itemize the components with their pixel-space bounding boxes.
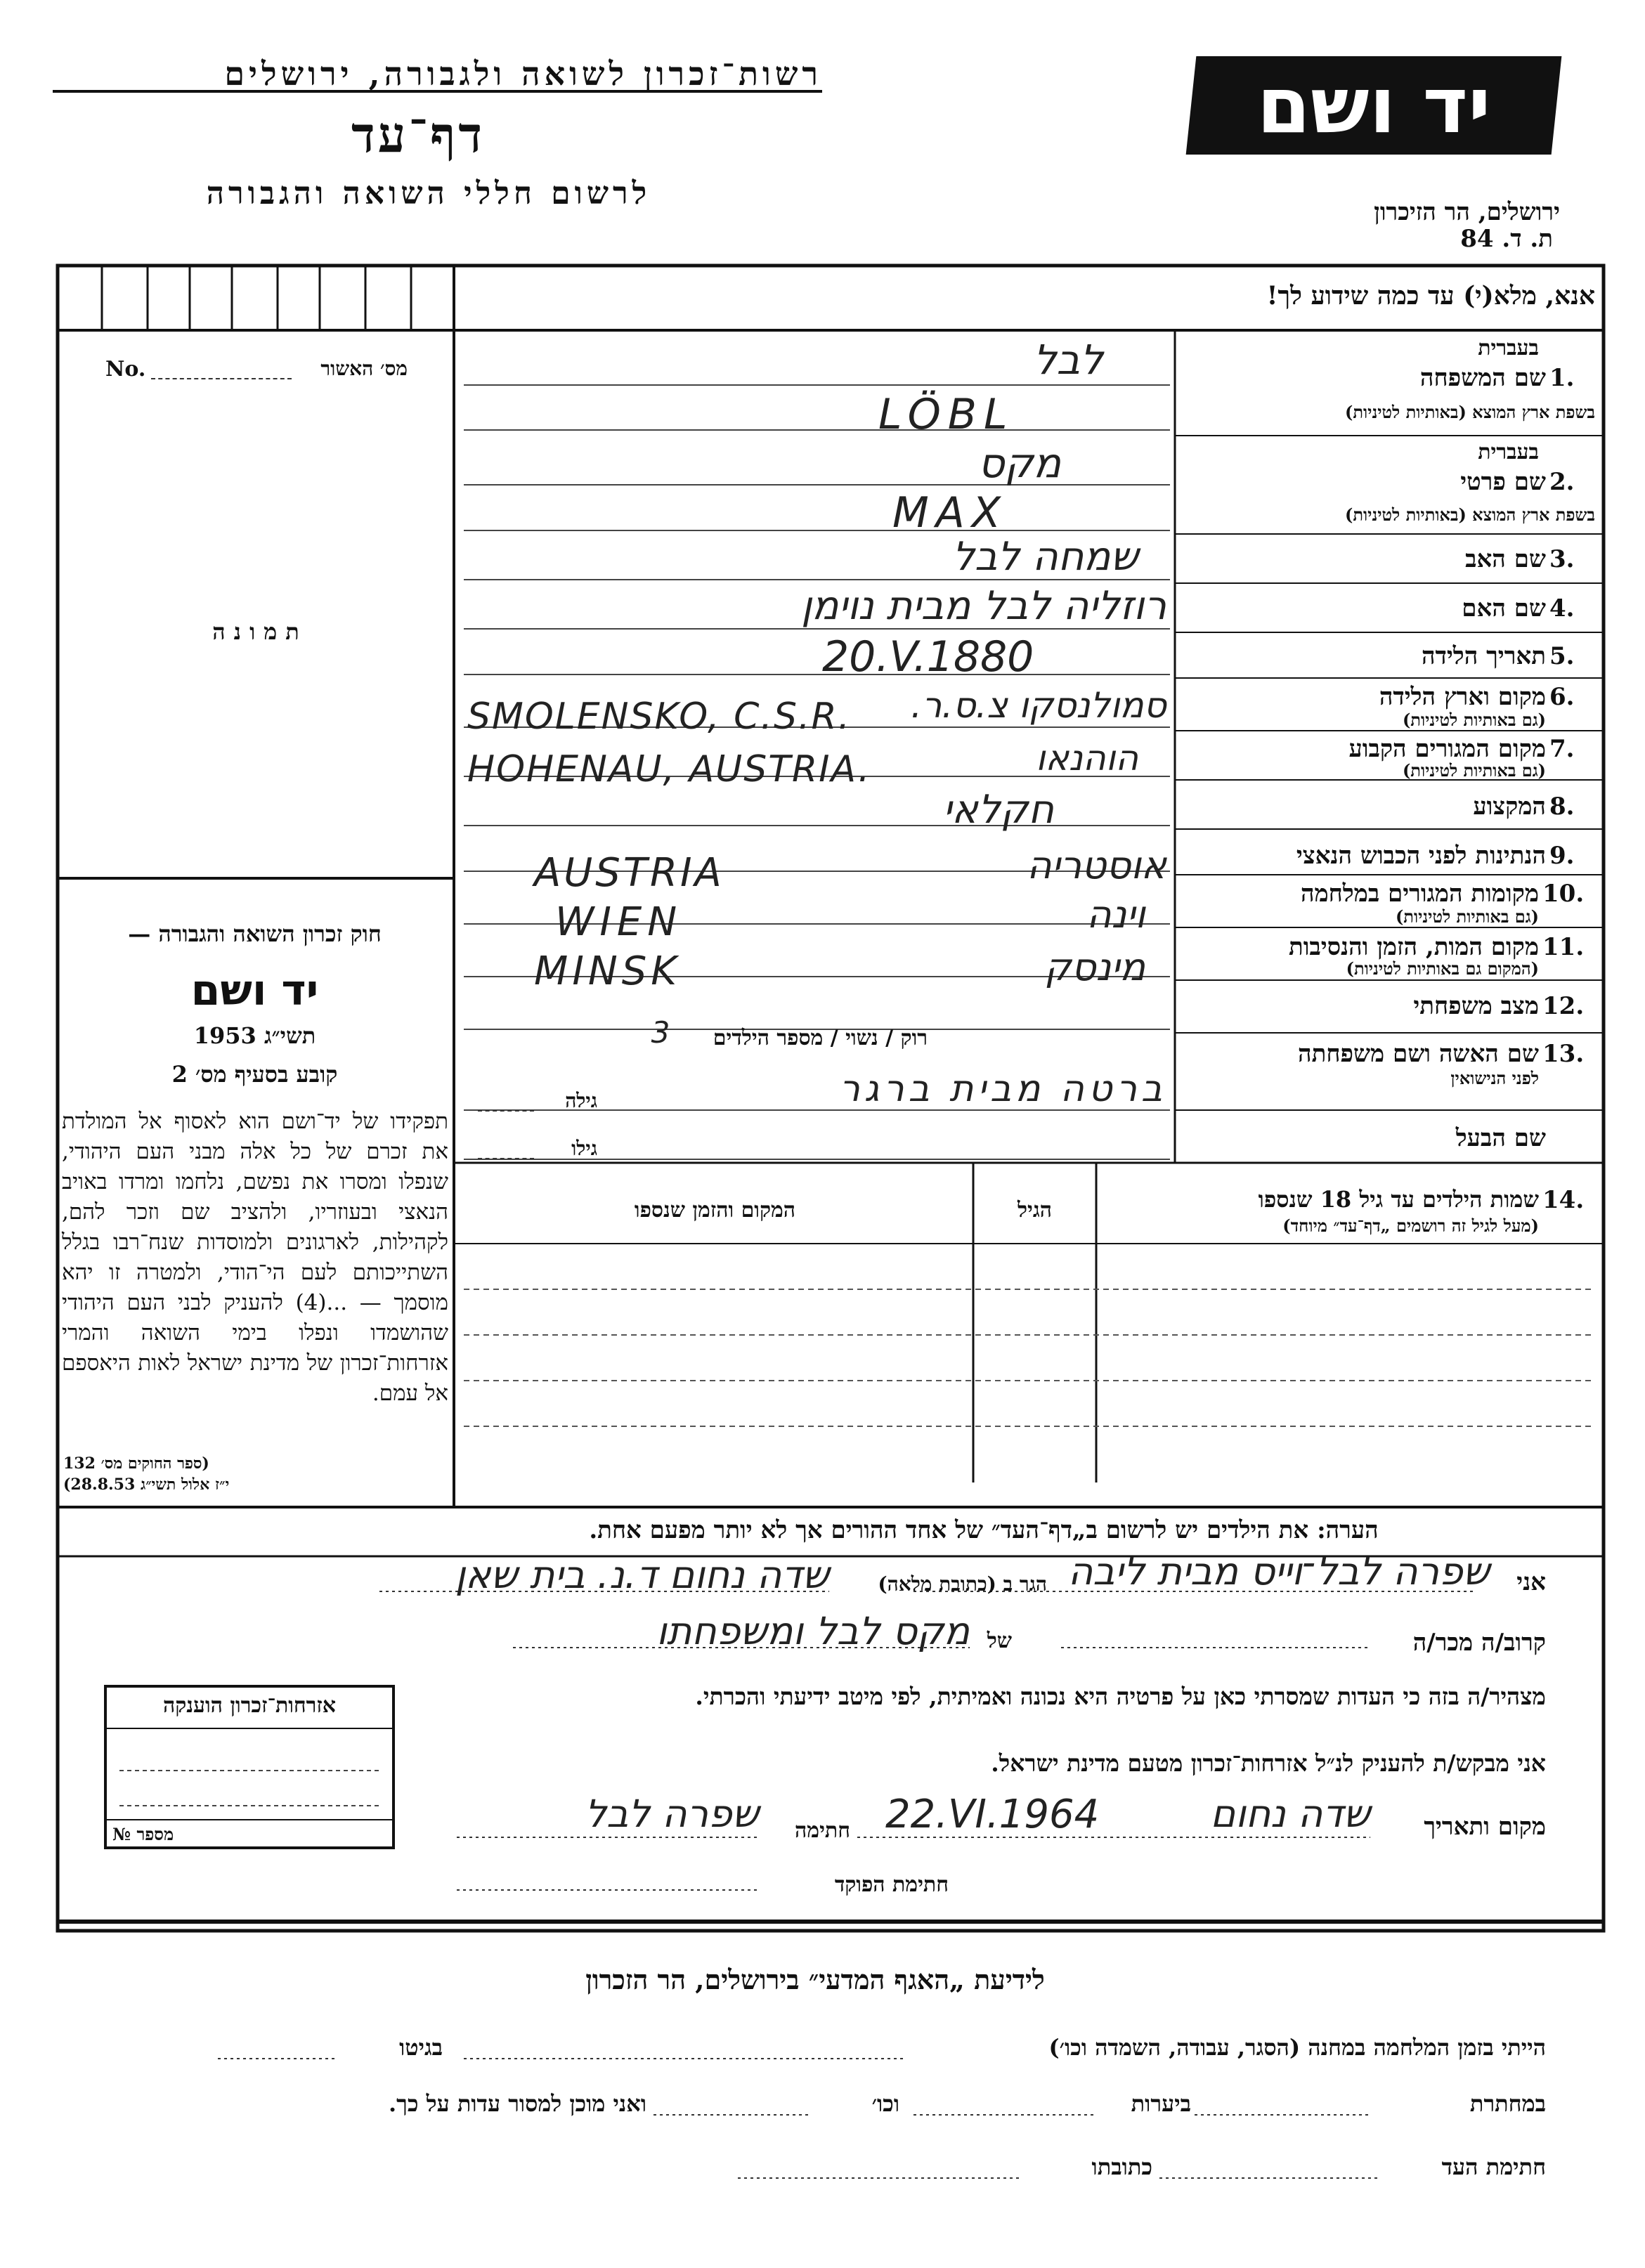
wife-age-line[interactable] — [478, 1110, 534, 1112]
residence-latin-value[interactable]: HOHENAU, AUSTRIA. — [467, 748, 871, 790]
law-name: יד ושם — [190, 966, 319, 1015]
approval-number-label: מס׳ האשור — [320, 357, 408, 380]
field-13-label: שם האשה ושם משפחתה — [1298, 1040, 1539, 1068]
field-4-number: 4. — [1549, 594, 1575, 623]
place-value[interactable]: שדה נחום — [1210, 1792, 1370, 1836]
field-3-label: שם האב — [1465, 545, 1546, 573]
po-box: ת. ד. 84 — [1460, 225, 1553, 253]
field-13-number: 13. — [1542, 1040, 1585, 1068]
wife-age-label: גילה — [565, 1089, 597, 1112]
logo — [1186, 56, 1562, 155]
mother-name-value[interactable]: רוזליה לבל מבית נוימן — [801, 583, 1166, 629]
declaration-statement: מצהיר/ה בזה כי העדות שמסרתי כאן על פרטיה היא נכונה ואמיתית, לפי מיטב ידיעתי והכרתי. — [695, 1683, 1546, 1710]
footer-address-label: כתובתו — [1091, 2153, 1152, 2180]
official-signature-label: חתימת הפוקד — [834, 1872, 949, 1897]
field-1-number: 1. — [1549, 364, 1575, 392]
husband-age-line[interactable] — [478, 1158, 534, 1159]
field-2-hebrew-label: בעברית — [1478, 440, 1539, 464]
footer-forests-label: ביערות — [1131, 2090, 1191, 2117]
field-12-label: מצב משפחתי — [1413, 992, 1539, 1020]
remark-note: הערה: את הילדים יש לרשום ב„דף־העד״ של אחד ההורים אך לא יותר מפעם אחת. — [589, 1516, 1379, 1544]
field-2-label: שם פרטי — [1460, 468, 1546, 496]
field-6-note: (גם באותיות לטיניות) — [1402, 710, 1546, 730]
birth-date-value[interactable]: 20.V.1880 — [822, 632, 1034, 682]
field-7-number: 7. — [1549, 735, 1575, 763]
children-count-value[interactable]: 3 — [651, 1015, 670, 1050]
law-source-1: (ספר החוקים מס׳ 132 — [63, 1454, 209, 1473]
field-9-label: הנתינות לפני הכבוש הנאצי — [1296, 842, 1546, 870]
signature-label: חתימה — [795, 1818, 850, 1843]
photo-placeholder: תמונה — [212, 618, 308, 645]
residence-hebrew-value[interactable]: הוהנאו — [1035, 738, 1138, 778]
field-10-note: (גם באותיות לטיניות) — [1395, 906, 1539, 927]
date-value[interactable]: 22.VI.1964 — [885, 1792, 1100, 1837]
col-place-header: המקום והזמן שנספו — [634, 1198, 796, 1223]
wartime-residence-hebrew-value[interactable]: וינה — [1086, 892, 1145, 937]
footer-etc-label: וכו׳ — [871, 2090, 899, 2117]
footer-witness-signature-label: חתימת העד — [1441, 2153, 1546, 2180]
footer-testify-label: ואני מוכן למסור עדות על כך. — [388, 2090, 646, 2117]
birthplace-hebrew-value[interactable]: סמולנסקו צ.ס.ר. — [911, 685, 1166, 726]
declarant-address-value[interactable]: שדה נחום ד.נ. בית שאן — [455, 1553, 829, 1597]
nationality-hebrew-value[interactable]: אוסטריה — [1027, 843, 1166, 887]
field-14-number: 14. — [1542, 1186, 1585, 1214]
field-11-number: 11. — [1542, 933, 1585, 961]
relative-of-value[interactable]: מקס לבל ומשפחתו — [656, 1609, 970, 1653]
law-year: תשי״ג 1953 — [193, 1022, 316, 1049]
field-2-number: 2. — [1549, 468, 1575, 496]
first-name-hebrew-value[interactable]: מקס — [977, 439, 1061, 487]
field-8-number: 8. — [1549, 793, 1575, 821]
wife-name-value[interactable]: ברטה מבית ברגר — [839, 1068, 1166, 1110]
nationality-latin-value[interactable]: AUSTRIA — [534, 850, 724, 896]
field-5-number: 5. — [1549, 642, 1575, 670]
authority-title: רשות־זכרון לשואה ולגבורה, ירושלים — [224, 55, 822, 93]
surname-hebrew-value[interactable]: לבל — [1033, 336, 1103, 384]
citizenship-box-title: אזרחות־זכרון הוענקה — [162, 1693, 337, 1718]
citizenship-request: אני מבקש/ת להעניק לנ״ל אזרחות־זכרון מטעם מדינת ישראל. — [991, 1749, 1546, 1777]
resident-label: הגר ב (כתובת מלאה) — [878, 1572, 1047, 1596]
col-age-header: הגיל — [1017, 1198, 1053, 1223]
field-2-latin-label: בשפת ארץ המוצא (באותיות לטיניות) — [1345, 504, 1595, 525]
address-line: ירושלים, הר הזיכרון — [1374, 198, 1560, 226]
footer-camp-line: הייתי בזמן המלחמה במחנה (הסגר, עבודה, השמדה וכו׳) — [1048, 2034, 1546, 2061]
law-body: תפקידו של יד־ושם הוא לאסוף אל המולדת את זכרם של כל אלה מבני העם היהודי, שנפלו ומסרו את נפשם, נלחמו ומרדו באויב הנאצי ובעוזריו, ולהציב שם וזכר להם, לקהילות, לארגונים ולמוסדות שנח־רבו בגלל השתייכותם לעם הי־הודי, ולמטרה זו יהא מוסמך — ...(4) להעניק לבני העם היהודי שהושמדו ונפלו בימי השואה והמרי אזרחות־זכרון של מדינת ישראל לאות היאספם אל עמם. — [62, 1109, 448, 1406]
declarant-i-label: אני — [1516, 1568, 1546, 1596]
signature-value[interactable]: שפרה לבל — [585, 1792, 759, 1836]
footer-underground-label: במחתרת — [1469, 2090, 1546, 2117]
field-1-hebrew-label: בעברית — [1478, 336, 1539, 360]
field-8-label: המקצוע — [1473, 793, 1546, 821]
field-3-number: 3. — [1549, 545, 1575, 573]
law-title: חוק זכרון השואה והגבורה — — [128, 920, 382, 947]
field-10-number: 10. — [1542, 880, 1585, 908]
field-6-number: 6. — [1549, 683, 1575, 711]
children-table-note: (מעל לגיל זה רושמים „דף־עד״ מיוחד) — [1282, 1216, 1539, 1236]
of-label: של — [987, 1629, 1012, 1653]
death-place-hebrew-value[interactable]: מינסק — [1044, 945, 1145, 989]
law-source-2: י״ז אלול תשי״ג 28.8.53) — [63, 1475, 230, 1494]
place-date-label: מקום ותאריך — [1424, 1813, 1546, 1841]
field-13-note: לפני הנישואין — [1450, 1068, 1539, 1088]
field-11-note: (המקום גם באותיות לטיניות) — [1346, 958, 1539, 979]
field-6-label: מקום וארץ הלידה — [1379, 683, 1546, 711]
law-clause: קובע בסעיף מס׳ 2 — [171, 1061, 338, 1088]
wartime-residence-latin-value[interactable]: WIEN — [555, 899, 683, 945]
footer-title: לידיעת „האגף המדעי״ בירושלים, הר הזכרון — [585, 1964, 1045, 1995]
photo-number-line[interactable] — [151, 378, 292, 379]
husband-name-label: שם הבעל — [1455, 1124, 1546, 1152]
field-10-label: מקומות המגורים במלחמה — [1300, 880, 1539, 908]
field-1-latin-label: בשפת ארץ המוצא (באותיות לטיניות) — [1345, 402, 1595, 422]
declarant-name-value[interactable]: שפרה לבל־וייס מבית ליבה — [1068, 1549, 1490, 1594]
field-7-label: מקום המגורים הקבוע — [1348, 735, 1546, 763]
father-name-value[interactable]: שמחה לבל — [952, 534, 1138, 580]
field-4-label: שם האם — [1462, 594, 1546, 623]
footer-ghetto-label: בגיטו — [399, 2034, 443, 2061]
logo-text: יד ושם — [1256, 60, 1491, 150]
field-9-number: 9. — [1549, 842, 1575, 870]
children-table-label: שמות הילדים עד גיל 18 שנספו — [1258, 1186, 1539, 1213]
field-1-label: שם המשפחה — [1419, 364, 1546, 392]
profession-value[interactable]: חקלאי — [942, 787, 1054, 833]
death-place-latin-value[interactable]: MINSK — [534, 949, 681, 994]
form-subtitle: לרשום חללי השואה והגבורה — [206, 176, 651, 211]
marital-status-options: רוק / נשוי / מספר הילדים — [713, 1026, 928, 1050]
field-7-note: (גם באותיות לטיניות) — [1402, 760, 1546, 781]
husband-age-label: גילו — [571, 1137, 597, 1160]
birthplace-latin-value[interactable]: SMOLENSKO, C.S.R. — [467, 696, 852, 738]
field-5-label: תאריך הלידה — [1421, 642, 1546, 670]
first-name-latin-value[interactable]: MAX — [892, 488, 1008, 537]
field-12-number: 12. — [1542, 992, 1585, 1020]
surname-latin-value[interactable]: LÖBL — [878, 390, 1015, 439]
field-11-label: מקום המות, הזמן והנסיבות — [1288, 933, 1539, 961]
form-title: דף־עד — [351, 105, 485, 164]
photo-number-label: No. — [105, 357, 146, 382]
intro-instruction: אנא, מלא(י) עד כמה שידוע לך! — [1266, 281, 1595, 311]
relation-label: קרוב/ה מכר/ה — [1412, 1629, 1546, 1657]
citizenship-number-label: מספר № — [112, 1824, 174, 1844]
